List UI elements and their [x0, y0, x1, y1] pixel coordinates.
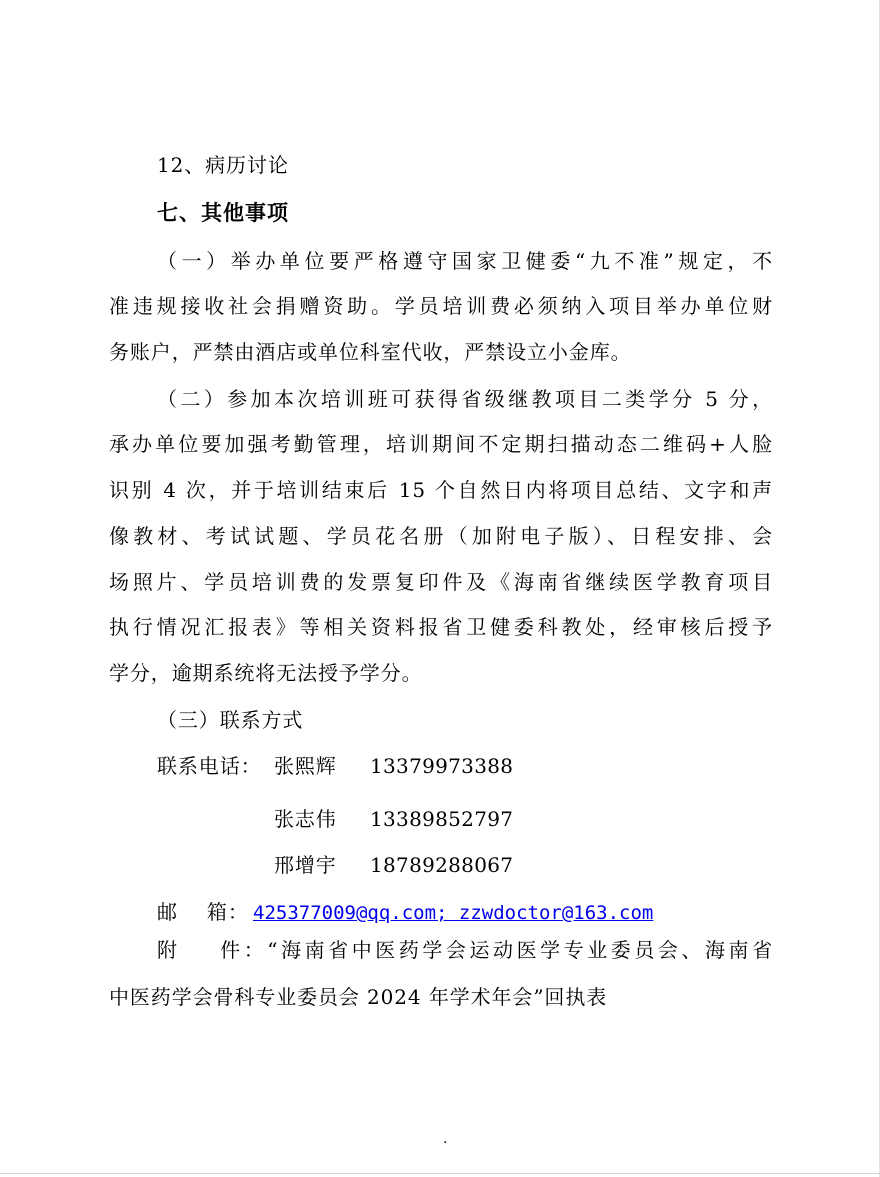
list-item-case-discussion: 12、病历讨论 [157, 153, 289, 177]
phone-label: 联系电话： [157, 754, 262, 778]
section-heading-other-matters: 七、其他事项 [157, 201, 289, 225]
contact-name: 邢增宇 [274, 853, 337, 877]
paragraph-line: 识别 4 次，并于培训结束后 15 个自然日内将项目总结、文字和声 [109, 478, 773, 502]
paragraph-line: 执行情况汇报表》等相关资料报省卫健委科教处，经审核后授予 [109, 615, 773, 639]
contact-phone: 13389852797 [370, 807, 514, 831]
paragraph-line: 务账户，严禁由酒店或单位科室代收，严禁设立小金库。 [109, 340, 632, 364]
paragraph-line: （一）举办单位要严格遵守国家卫健委“九不准”规定，不 [157, 249, 773, 273]
email-label: 邮 箱： [157, 900, 249, 924]
attachment-line: 中医药学会骨科专业委员会 2024 年学术年会”回执表 [109, 985, 608, 1009]
paragraph-line: 学分，逾期系统将无法授予学分。 [109, 661, 423, 685]
contact-phone: 13379973388 [370, 754, 514, 778]
paragraph-line: 像教材、考试试题、学员花名册（加附电子版）、日程安排、会 [109, 524, 773, 548]
paragraph-line: 场照片、学员培训费的发票复印件及《海南省继续医学教育项目 [109, 570, 773, 594]
email-link[interactable]: 425377009@qq.com; zzwdoctor@163.com [253, 902, 654, 924]
footer-mark: . [443, 1131, 448, 1147]
paragraph-line: 承办单位要加强考勤管理，培训期间不定期扫描动态二维码+人脸 [109, 432, 773, 456]
attachment-line: 附 件：“海南省中医药学会运动医学专业委员会、海南省 [157, 938, 773, 962]
paragraph-line: （二）参加本次培训班可获得省级继教项目二类学分 5 分， [157, 387, 773, 411]
contact-heading: （三）联系方式 [157, 708, 304, 732]
contact-name: 张志伟 [274, 807, 337, 831]
page-bottom-divider [0, 1173, 880, 1174]
contact-phone: 18789288067 [370, 853, 514, 877]
contact-name: 张熙辉 [274, 754, 337, 778]
paragraph-line: 准违规接收社会捐赠资助。学员培训费必须纳入项目举办单位财 [109, 294, 773, 318]
